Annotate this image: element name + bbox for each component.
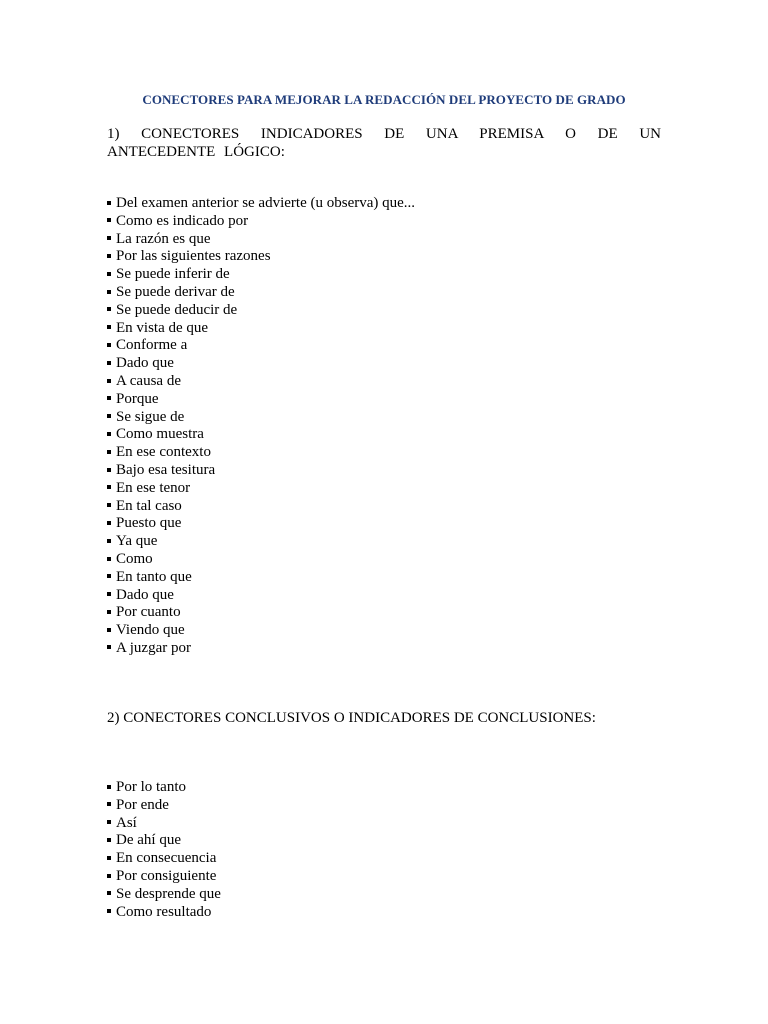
square-bullet-icon	[107, 450, 111, 454]
list-item-text: La razón es que	[116, 230, 211, 247]
list-item-text: Bajo esa tesitura	[116, 461, 216, 478]
list-item-text: Como	[116, 550, 153, 567]
square-bullet-icon	[107, 557, 111, 561]
square-bullet-icon	[107, 856, 111, 860]
list-item	[107, 302, 415, 320]
list-item	[107, 284, 415, 302]
list-item	[107, 213, 415, 231]
list-item	[107, 337, 415, 355]
square-bullet-icon	[107, 838, 111, 842]
section-1-list	[107, 195, 415, 658]
list-item	[107, 248, 415, 266]
list-item-text: A causa de	[116, 372, 181, 389]
list-item	[107, 355, 415, 373]
list-item-text: En tanto que	[116, 568, 192, 585]
square-bullet-icon	[107, 909, 111, 913]
section-2-list	[107, 779, 221, 921]
list-item	[107, 779, 221, 797]
square-bullet-icon	[107, 521, 111, 525]
square-bullet-icon	[107, 218, 111, 222]
list-item	[107, 266, 415, 284]
list-item-text: Se sigue de	[116, 408, 185, 425]
list-item	[107, 498, 415, 516]
list-item	[107, 868, 221, 886]
square-bullet-icon	[107, 802, 111, 806]
list-item-text: De ahí que	[116, 832, 181, 849]
list-item-text: Puesto que	[116, 515, 182, 532]
square-bullet-icon	[107, 891, 111, 895]
square-bullet-icon	[107, 503, 111, 507]
list-item-text: A juzgar por	[116, 639, 191, 656]
list-item-text: Dado que	[116, 586, 174, 603]
list-item-text: Por lo tanto	[116, 779, 186, 795]
section-1-heading: 1) CONECTORES INDICADORES DE UNA PREMISA O DE UN ANTECEDENTE LÓGICO:	[107, 126, 661, 160]
list-item	[107, 904, 221, 922]
list-item	[107, 409, 415, 427]
list-item-text: Se puede inferir de	[116, 266, 230, 283]
square-bullet-icon	[107, 361, 111, 365]
list-item	[107, 640, 415, 658]
square-bullet-icon	[107, 485, 111, 489]
square-bullet-icon	[107, 396, 111, 400]
list-item	[107, 533, 415, 551]
list-item	[107, 886, 221, 904]
list-item	[107, 587, 415, 605]
list-item-text: Viendo que	[116, 622, 185, 639]
list-item-text: Como muestra	[116, 426, 204, 443]
document-title: CONECTORES PARA MEJORAR LA REDACCIÓN DEL PROYECTO DE GRADO	[142, 92, 626, 107]
list-item	[107, 850, 221, 868]
square-bullet-icon	[107, 379, 111, 383]
square-bullet-icon	[107, 820, 111, 824]
list-item-text: Ya que	[116, 533, 158, 550]
square-bullet-icon	[107, 874, 111, 878]
list-item	[107, 480, 415, 498]
list-item-text: Se puede deducir de	[116, 301, 238, 318]
list-item	[107, 797, 221, 815]
square-bullet-icon	[107, 592, 111, 596]
list-item-text: Del examen anterior se advierte (u observa) que...	[116, 195, 416, 211]
square-bullet-icon	[107, 290, 111, 294]
square-bullet-icon	[107, 236, 111, 240]
square-bullet-icon	[107, 628, 111, 632]
list-item	[107, 231, 415, 249]
square-bullet-icon	[107, 785, 111, 789]
list-item-text: Como es indicado por	[116, 212, 249, 229]
list-item-text: Conforme a	[116, 337, 188, 354]
list-item-text: Como resultado	[116, 903, 212, 920]
list-item	[107, 622, 415, 640]
list-item	[107, 815, 221, 833]
square-bullet-icon	[107, 343, 111, 347]
square-bullet-icon	[107, 254, 111, 258]
list-item-text: En tal caso	[116, 497, 182, 514]
list-item-text: Por cuanto	[116, 604, 181, 621]
square-bullet-icon	[107, 307, 111, 311]
square-bullet-icon	[107, 201, 111, 205]
list-item	[107, 515, 415, 533]
list-item-text: En ese contexto	[116, 444, 211, 461]
list-item	[107, 426, 415, 444]
square-bullet-icon	[107, 574, 111, 578]
list-item	[107, 444, 415, 462]
list-item-text: Se desprende que	[116, 885, 221, 902]
list-item	[107, 569, 415, 587]
square-bullet-icon	[107, 645, 111, 649]
list-item-text: Por ende	[116, 796, 169, 813]
list-item-text: En consecuencia	[116, 850, 217, 867]
list-item-text: Dado que	[116, 355, 174, 372]
square-bullet-icon	[107, 610, 111, 614]
list-item-text: Porque	[116, 390, 159, 407]
square-bullet-icon	[107, 272, 111, 276]
list-item-text: En vista de que	[116, 319, 209, 336]
list-item	[107, 832, 221, 850]
square-bullet-icon	[107, 325, 111, 329]
list-item	[107, 320, 415, 338]
list-item	[107, 195, 415, 213]
list-item-text: Por consiguiente	[116, 867, 217, 884]
list-item-text: Así	[116, 814, 137, 831]
list-item	[107, 373, 415, 391]
list-item	[107, 391, 415, 409]
list-item	[107, 604, 415, 622]
list-item-text: En ese tenor	[116, 479, 191, 496]
square-bullet-icon	[107, 432, 111, 436]
list-item	[107, 462, 415, 480]
section-2-heading: 2) CONECTORES CONCLUSIVOS O INDICADORES DE CONCLUSIONES:	[107, 710, 596, 726]
list-item	[107, 551, 415, 569]
list-item-text: Por las siguientes razones	[116, 248, 271, 265]
square-bullet-icon	[107, 468, 111, 472]
square-bullet-icon	[107, 539, 111, 543]
square-bullet-icon	[107, 414, 111, 418]
list-item-text: Se puede derivar de	[116, 283, 235, 300]
